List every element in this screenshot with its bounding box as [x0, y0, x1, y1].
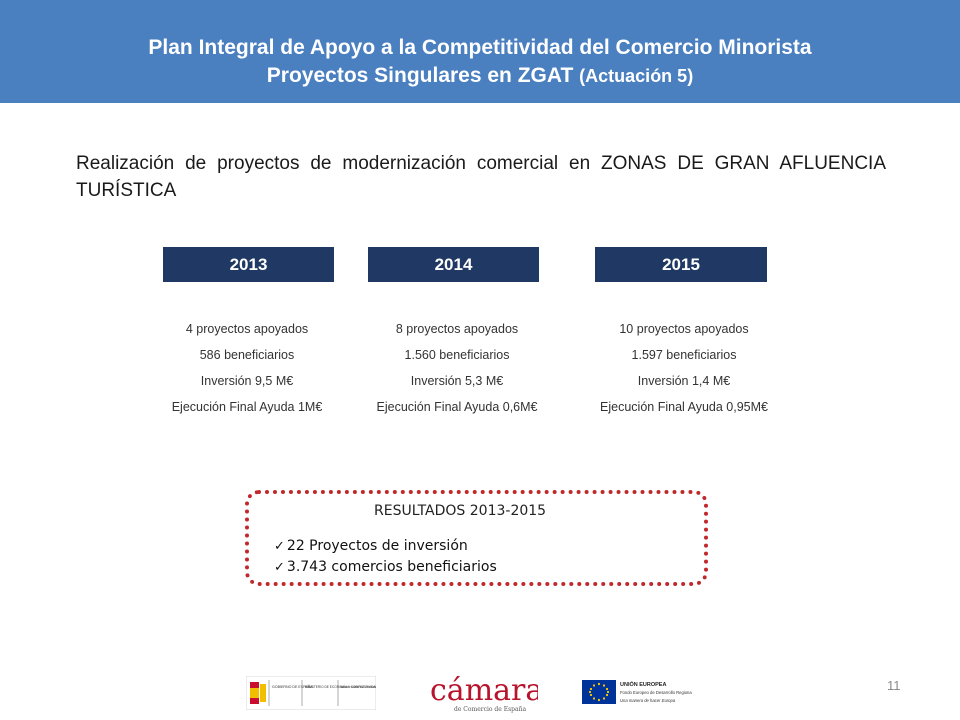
year-details-2014 — [352, 316, 562, 420]
year-box-2015: 2015 — [595, 247, 767, 282]
svg-text:de Comercio de España: de Comercio de España — [454, 706, 527, 713]
camara-logo — [428, 672, 538, 714]
year-box-2014: 2014 — [368, 247, 539, 282]
investment: Inversión 9,5 M€ — [200, 374, 294, 388]
year-details-2015 — [574, 316, 794, 420]
projects-count: 10 proyectos apoyados — [619, 322, 749, 336]
gobierno-logo — [246, 676, 376, 710]
slide-header — [0, 0, 960, 103]
beneficiaries-count: 586 beneficiarios — [199, 348, 295, 362]
beneficiaries-count: 1.560 beneficiarios — [404, 348, 510, 362]
results-list — [274, 536, 497, 578]
beneficiaries-count: 1.597 beneficiarios — [631, 348, 737, 362]
final-execution: Ejecución Final Ayuda 0,95M€ — [600, 400, 768, 414]
header-subtitle-main: Proyectos Singulares en ZGAT — [266, 64, 574, 87]
eu-logo — [582, 676, 692, 712]
svg-text:SECRETARÍA DE ESTADO DE COMERC: SECRETARÍA DE ESTADO — [340, 685, 376, 689]
header-title: Plan Integral de Apoyo a la Competitividad del Comercio Minorista — [148, 36, 812, 59]
results-title: RESULTADOS 2013-2015 — [374, 503, 547, 519]
projects-count: 4 proyectos apoyados — [185, 322, 309, 336]
check-icon: ✓ — [274, 560, 285, 575]
svg-text:MINISTERIO DE ECONOMÍA Y COMPE: MINISTERIO DE ECONOMÍA Y COMPETITIVIDAD — [305, 685, 376, 689]
investment: Inversión 5,3 M€ — [410, 374, 504, 388]
projects-count: 8 proyectos apoyados — [395, 322, 519, 336]
svg-text:Fondo Europeo de Desarrollo Re: Fondo Europeo de Desarrollo Regional — [620, 690, 692, 695]
header-subtitle-note: (Actuación 5) — [579, 66, 694, 86]
final-execution: Ejecución Final Ayuda 0,6M€ — [376, 400, 538, 414]
results-box — [245, 490, 708, 586]
svg-text:GOBIERNO DE ESPAÑA: GOBIERNO DE ESPAÑA — [272, 685, 313, 689]
intro-text: Realización de proyectos de modernización comercial en ZONAS DE GRAN AFLUENCIA TURÍSTICA — [76, 153, 886, 201]
results-item: ✓ 22 Proyectos de inversión — [274, 538, 468, 554]
year-details-2013 — [142, 316, 352, 420]
svg-text:cámara: cámara — [430, 673, 538, 708]
page-number: 11 — [887, 678, 901, 693]
svg-text:UNIÓN EUROPEA: UNIÓN EUROPEA — [620, 682, 667, 688]
svg-text:Una manera de hacer Europa: Una manera de hacer Europa — [620, 698, 676, 703]
investment: Inversión 1,4 M€ — [637, 374, 731, 388]
results-item: ✓ 3.743 comercios beneficiarios — [274, 559, 497, 575]
check-icon: ✓ — [274, 539, 285, 554]
header-subtitle — [0, 64, 960, 88]
year-box-2013: 2013 — [163, 247, 334, 282]
final-execution: Ejecución Final Ayuda 1M€ — [171, 400, 323, 414]
